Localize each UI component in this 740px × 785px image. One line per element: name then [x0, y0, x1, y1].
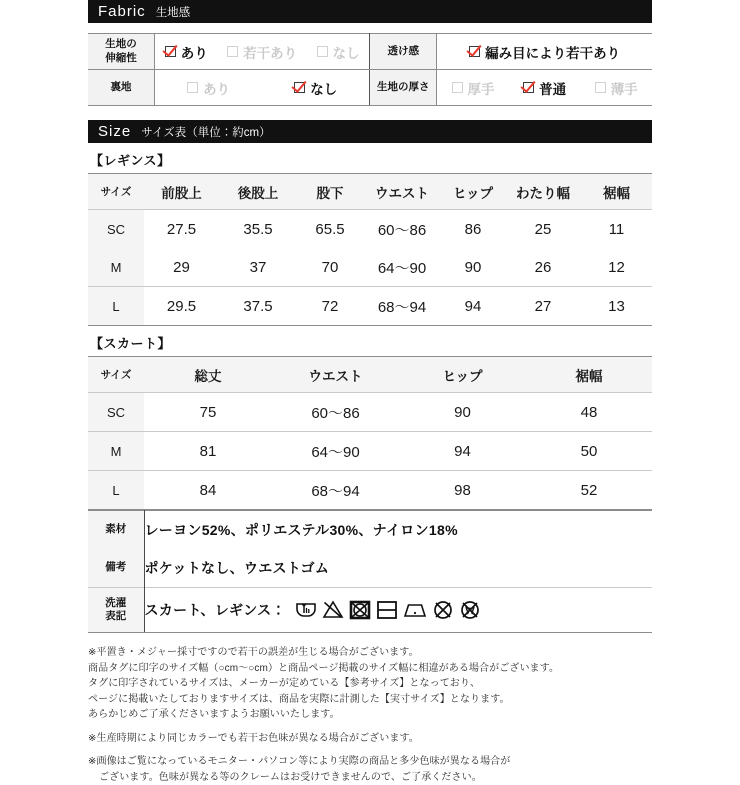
cell-size: L — [88, 287, 144, 326]
iron-low-icon — [402, 598, 428, 622]
checkbox-icon[interactable] — [317, 46, 328, 57]
no-tumble-dry-icon — [348, 598, 372, 622]
cell-size: SC — [88, 393, 144, 432]
leggings-subtitle: 【レギンス】 — [90, 150, 652, 169]
footnote-line: ※生産時期により同じカラーでも若干お色味が異なる場合がございます。 — [88, 731, 652, 747]
footnotes — [88, 645, 652, 785]
fabric-label-thickness: 生地の厚さ — [370, 70, 437, 106]
cell-hem: 11 — [581, 210, 652, 249]
fabric-stretch-options — [155, 34, 370, 70]
info-row-remarks — [88, 549, 652, 588]
footnote-block-monitor — [88, 754, 652, 785]
cell-back-rise: 35.5 — [219, 210, 297, 249]
info-label-material: 素材 — [88, 511, 144, 550]
skirt-subtitle: 【スカート】 — [90, 333, 652, 352]
option-thickness-thick[interactable] — [452, 78, 495, 98]
checkbox-icon[interactable] — [227, 46, 238, 57]
cell-size: SC — [88, 210, 144, 249]
fabric-label-transparency: 透け感 — [370, 34, 437, 70]
option-label: なし — [310, 78, 337, 98]
option-label: なし — [333, 42, 360, 62]
info-row-care — [88, 588, 652, 633]
table-row — [88, 248, 652, 287]
cell-back-rise: 37.5 — [219, 287, 297, 326]
cell-waist: 60〜86 — [272, 393, 399, 432]
cell-waist: 68〜94 — [363, 287, 441, 326]
option-transparency-slight[interactable] — [469, 42, 620, 62]
cell-hem: 48 — [526, 393, 652, 432]
cell-total-length: 75 — [144, 393, 272, 432]
cell-size: M — [88, 432, 144, 471]
footnote-line: 商品タグに印字のサイズ幅（○cm〜○cm）と商品ページ掲載のサイズ幅に相違がある場合がございます。 — [88, 661, 652, 677]
cell-waist: 64〜90 — [363, 248, 441, 287]
no-wet-clean-icon — [458, 598, 482, 622]
drip-dry-icon — [375, 598, 399, 622]
table-header-row — [88, 174, 652, 210]
col-header-front-rise: 前股上 — [144, 174, 219, 210]
cell-total-length: 81 — [144, 432, 272, 471]
info-value-remarks: ポケットなし、ウエストゴム — [144, 549, 652, 588]
col-header-size: サイズ — [88, 357, 144, 393]
footnote-block-color-variation — [88, 731, 652, 747]
fabric-row-lining — [88, 70, 652, 106]
col-header-size: サイズ — [88, 174, 144, 210]
cell-waist: 64〜90 — [272, 432, 399, 471]
checkbox-checked-icon[interactable] — [294, 82, 305, 93]
checkbox-icon[interactable] — [595, 82, 606, 93]
col-header-hem: 裾幅 — [526, 357, 652, 393]
col-header-hip: ヒップ — [399, 357, 526, 393]
cell-hip: 94 — [399, 432, 526, 471]
fabric-label-lining: 裏地 — [88, 70, 155, 106]
size-header-en: Size — [98, 123, 131, 140]
no-bleach-icon — [321, 598, 345, 622]
fabric-transparency-options — [437, 34, 652, 70]
footnote-line: タグに印字されているサイズは、メーカーが定めている【参考サイズ】となっており、 — [88, 676, 652, 692]
option-label: 普通 — [539, 78, 566, 98]
cell-inseam: 72 — [297, 287, 363, 326]
info-row-material — [88, 511, 652, 550]
info-label-remarks: 備考 — [88, 549, 144, 588]
cell-hip: 94 — [441, 287, 505, 326]
option-stretch-jakkan[interactable] — [227, 42, 297, 62]
cell-thigh: 26 — [505, 248, 581, 287]
info-value-care — [144, 588, 652, 633]
hand-wash-icon — [294, 598, 318, 622]
footnote-line: ございます。色味が異なる等のクレームはお受けできませんので、ご了承ください。 — [88, 770, 652, 785]
cell-hip: 86 — [441, 210, 505, 249]
leggings-size-table — [88, 173, 652, 326]
option-thickness-thin[interactable] — [595, 78, 638, 98]
col-header-back-rise: 後股上 — [219, 174, 297, 210]
footnote-line: ページに掲載いたしておりますサイズは、商品を実際に計測した【実寸サイズ】となります。 — [88, 692, 652, 708]
option-stretch-ari[interactable] — [165, 42, 208, 62]
table-row — [88, 210, 652, 249]
info-value-material: レーヨン52%、ポリエステル30%、ナイロン18% — [144, 511, 652, 550]
fabric-lining-options — [155, 70, 370, 106]
cell-size: M — [88, 248, 144, 287]
cell-hip: 90 — [441, 248, 505, 287]
cell-hem: 50 — [526, 432, 652, 471]
option-thickness-normal[interactable] — [523, 78, 566, 98]
col-header-hem: 裾幅 — [581, 174, 652, 210]
fabric-header-jp: 生地感 — [156, 7, 191, 19]
cell-hem: 13 — [581, 287, 652, 326]
footnote-line: ※画像はご覧になっているモニター・パソコン等により実際の商品と多少色味が異なる場合が — [88, 754, 652, 770]
col-header-total-length: 総丈 — [144, 357, 272, 393]
table-row — [88, 287, 652, 326]
footnote-block-measurement — [88, 645, 652, 723]
table-row — [88, 393, 652, 432]
info-label-care: 洗濯 表記 — [88, 588, 144, 633]
option-label: あり — [203, 78, 230, 98]
option-label: 編み目により若干あり — [485, 42, 620, 62]
fabric-section-header — [88, 0, 652, 23]
cell-hip: 98 — [399, 471, 526, 510]
table-row — [88, 471, 652, 510]
cell-hip: 90 — [399, 393, 526, 432]
option-lining-nashi[interactable] — [294, 78, 337, 98]
option-label: 厚手 — [468, 78, 495, 98]
content-wrapper — [88, 0, 652, 785]
checkbox-checked-icon[interactable] — [165, 46, 176, 57]
col-header-thigh: わたり幅 — [505, 174, 581, 210]
option-label: 若干あり — [243, 42, 297, 62]
cell-thigh: 27 — [505, 287, 581, 326]
cell-inseam: 70 — [297, 248, 363, 287]
product-info-table — [88, 510, 652, 633]
skirt-size-table — [88, 356, 652, 510]
fabric-thickness-options — [437, 70, 652, 106]
size-section-header — [88, 120, 652, 143]
cell-size: L — [88, 471, 144, 510]
fabric-table — [88, 33, 652, 106]
option-stretch-nashi[interactable] — [317, 42, 360, 62]
cell-hem: 52 — [526, 471, 652, 510]
no-dry-clean-icon — [431, 598, 455, 622]
checkbox-checked-icon[interactable] — [523, 82, 534, 93]
size-header-jp: サイズ表（単位：約cm） — [141, 127, 270, 139]
option-lining-ari[interactable] — [187, 78, 230, 98]
cell-front-rise: 29 — [144, 248, 219, 287]
cell-inseam: 65.5 — [297, 210, 363, 249]
col-header-inseam: 股下 — [297, 174, 363, 210]
checkbox-icon[interactable] — [452, 82, 463, 93]
cell-back-rise: 37 — [219, 248, 297, 287]
fabric-row-stretch — [88, 34, 652, 70]
checkbox-icon[interactable] — [187, 82, 198, 93]
col-header-hip: ヒップ — [441, 174, 505, 210]
cell-thigh: 25 — [505, 210, 581, 249]
cell-waist: 60〜86 — [363, 210, 441, 249]
checkbox-checked-icon[interactable] — [469, 46, 480, 57]
fabric-label-stretch: 生地の 伸縮性 — [88, 34, 155, 70]
col-header-waist: ウエスト — [363, 174, 441, 210]
cell-waist: 68〜94 — [272, 471, 399, 510]
option-label: あり — [181, 42, 208, 62]
cell-total-length: 84 — [144, 471, 272, 510]
table-header-row — [88, 357, 652, 393]
footnote-line: あらかじめご了承くださいますようお願いいたします。 — [88, 707, 652, 723]
cell-front-rise: 27.5 — [144, 210, 219, 249]
option-label: 薄手 — [611, 78, 638, 98]
cell-front-rise: 29.5 — [144, 287, 219, 326]
fabric-header-en: Fabric — [98, 3, 146, 20]
cell-hem: 12 — [581, 248, 652, 287]
care-symbol-group — [294, 598, 482, 622]
care-prefix-text: スカート、レギンス： — [145, 600, 286, 620]
footnote-line: ※平置き・メジャー採寸ですので若干の誤差が生じる場合がございます。 — [88, 645, 652, 661]
table-row — [88, 432, 652, 471]
col-header-waist: ウエスト — [272, 357, 399, 393]
